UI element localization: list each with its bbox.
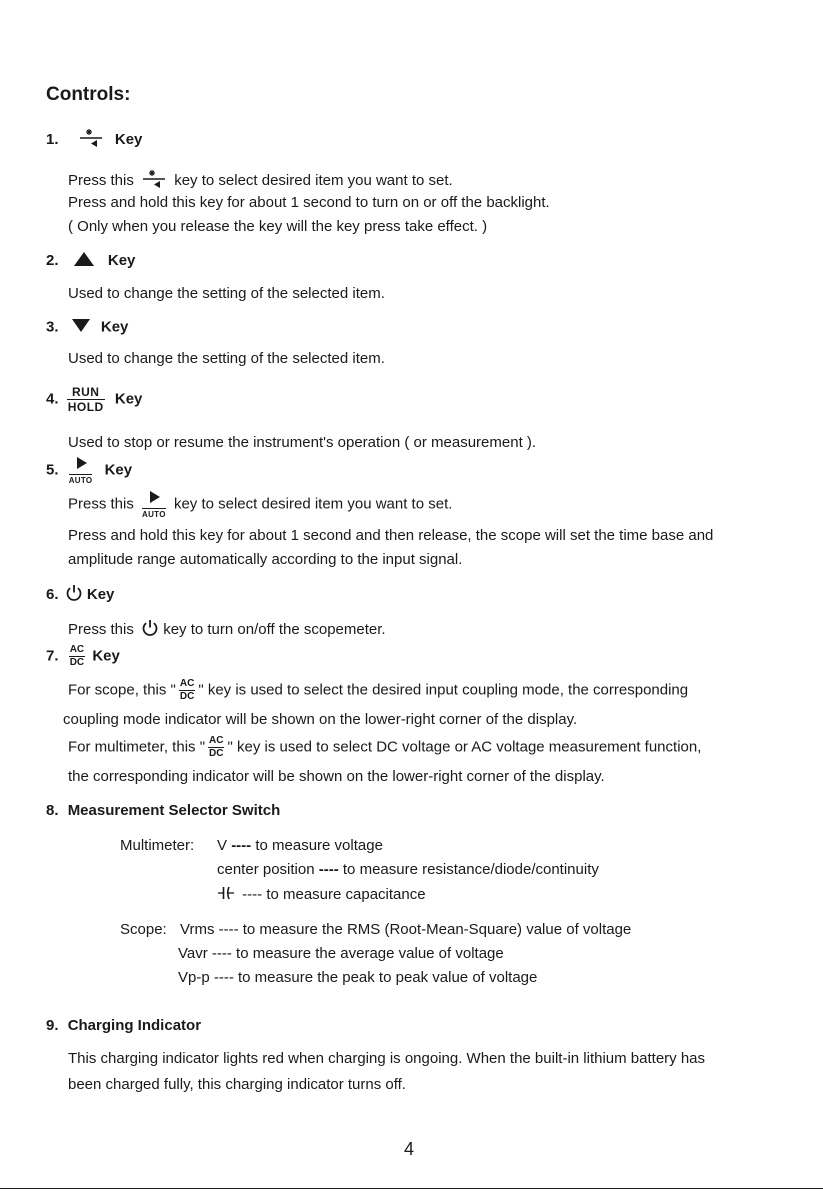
item-number: 7.: [46, 647, 59, 665]
page-title: Controls:: [46, 84, 131, 105]
item-5-line-1: [68, 490, 452, 519]
key-label: Key: [114, 130, 143, 148]
item-1-line-1: [68, 169, 453, 193]
run-label: RUN: [71, 385, 100, 399]
text: Press this: [68, 171, 134, 189]
ac-dc-symbol: [208, 736, 224, 759]
power-icon: [65, 584, 83, 606]
key-label: Key: [100, 318, 129, 336]
multimeter-line-1: [217, 837, 383, 854]
dc-label: DC: [69, 657, 85, 668]
ac-label: AC: [179, 678, 195, 689]
ac-dc-symbol: [179, 679, 195, 702]
text: Press this: [68, 620, 134, 638]
scope-line-1: Vrms ---- to measure the RMS (Root-Mean-Square) value of voltage: [180, 921, 632, 938]
auto-label: AUTO: [142, 510, 166, 519]
multimeter-label: Multimeter:: [120, 837, 195, 854]
key-label: Key: [114, 390, 143, 408]
run-hold-symbol: [67, 386, 105, 413]
ac-label: AC: [69, 644, 85, 655]
item-title: Measurement Selector Switch: [67, 802, 281, 819]
item-5-heading: [46, 456, 132, 485]
triangle-right-icon: [147, 490, 161, 508]
item-7-line-3: [68, 736, 701, 759]
backlight-left-arrow-icon: [142, 169, 166, 193]
multimeter-line-3: [217, 885, 426, 905]
triangle-up-icon: [73, 251, 95, 271]
scope-line-3: Vp-p ---- to measure the peak to peak value of voltage: [178, 969, 538, 986]
item-4-line-1: Used to stop or resume the instrument's operation ( or measurement ).: [68, 434, 537, 451]
item-1-heading: [46, 128, 142, 152]
backlight-left-arrow-icon: [79, 128, 103, 152]
item-2-line-1: Used to change the setting of the selected item.: [68, 285, 385, 302]
item-1-line-2: Press and hold this key for about 1 second to turn on or off the backlight.: [68, 194, 550, 211]
item-5-line-2: Press and hold this key for about 1 second and then release, the scope will set the time base and: [68, 527, 714, 544]
dash: ----: [231, 837, 252, 854]
item-9-heading: [46, 1017, 201, 1034]
item-8-heading: [46, 802, 280, 819]
item-4-heading: [46, 386, 142, 413]
text: key to select desired item you want to set.: [174, 171, 453, 189]
text: Press this: [68, 495, 134, 513]
item-2-heading: [46, 251, 135, 271]
item-number: 2.: [46, 251, 59, 269]
item-5-line-3: amplitude range automatically according to the input signal.: [68, 551, 463, 568]
item-1-line-3: ( Only when you release the key will the key press take effect. ): [68, 218, 488, 235]
key-label: Key: [107, 251, 136, 269]
text: " key is used to select DC voltage or AC voltage measurement function,: [227, 738, 702, 756]
item-9-line-1: This charging indicator lights red when charging is ongoing. When the built-in lithium battery has: [68, 1050, 706, 1067]
item-7-heading: [46, 645, 120, 668]
text: ---- to measure capacitance: [242, 885, 426, 903]
auto-symbol: [142, 490, 166, 519]
item-6-line-1: [68, 619, 386, 641]
text: key to select desired item you want to set.: [173, 495, 453, 513]
text: " key is used to select the desired input coupling mode, the corresponding: [198, 681, 689, 699]
hold-label: HOLD: [67, 400, 104, 414]
item-6-heading: [46, 584, 114, 606]
dash: ----: [318, 861, 339, 878]
triangle-down-icon: [71, 318, 91, 337]
text: V: [217, 837, 228, 854]
item-number: 8.: [46, 802, 59, 819]
item-number: 6.: [46, 585, 59, 603]
item-7-line-2: coupling mode indicator will be shown on the lower-right corner of the display.: [63, 711, 578, 728]
item-3-heading: [46, 318, 128, 337]
item-number: 9.: [46, 1017, 59, 1034]
item-number: 1.: [46, 130, 59, 148]
key-label: Key: [104, 461, 133, 479]
capacitor-icon: [217, 885, 235, 905]
ac-label: AC: [209, 735, 224, 746]
key-label: Key: [92, 647, 120, 665]
auto-label: AUTO: [68, 476, 93, 485]
text: to measure resistance/diode/continuity: [342, 861, 599, 878]
item-title: Charging Indicator: [67, 1017, 202, 1034]
scope-label: Scope:: [120, 921, 167, 938]
key-label: Key: [86, 585, 115, 603]
multimeter-line-2: [217, 861, 599, 878]
item-number: 3.: [46, 318, 59, 336]
scope-line-2: Vavr ---- to measure the average value of voltage: [178, 945, 504, 962]
text: to measure voltage: [255, 837, 383, 854]
item-number: 5.: [46, 461, 59, 479]
power-icon: [141, 619, 159, 641]
dc-label: DC: [209, 748, 224, 759]
dc-label: DC: [179, 691, 195, 702]
item-number: 4.: [46, 390, 59, 408]
ac-dc-symbol: [69, 645, 85, 668]
bottom-divider: [0, 1188, 823, 1189]
text: center position: [217, 861, 315, 878]
item-3-line-1: Used to change the setting of the selected item.: [68, 350, 385, 367]
item-9-line-2: been charged fully, this charging indicator turns off.: [68, 1076, 406, 1093]
triangle-right-icon: [74, 456, 88, 474]
auto-symbol: [69, 456, 93, 485]
text: For scope, this ": [68, 681, 176, 699]
text: key to turn on/off the scopemeter.: [163, 620, 386, 638]
page-number: 4: [404, 1139, 415, 1159]
item-7-line-1: [68, 679, 688, 702]
item-7-line-4: the corresponding indicator will be shown on the lower-right corner of the display.: [68, 768, 605, 785]
text: For multimeter, this ": [68, 738, 206, 756]
